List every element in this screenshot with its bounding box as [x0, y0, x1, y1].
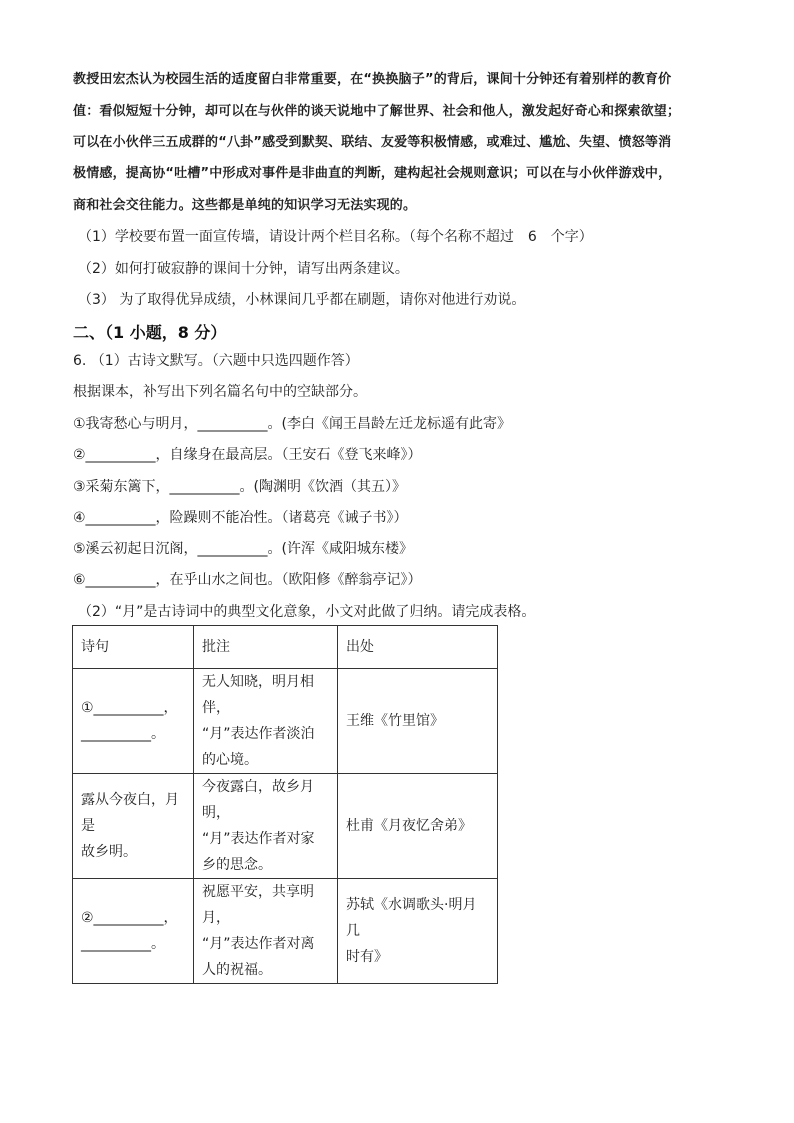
recitation-item-6: ⑥__________，在乎山水之间也。（欧阳修《醉翁亭记》）: [73, 572, 422, 588]
note-line: 人的祝福。: [202, 962, 272, 978]
question-5-2: （2）如何打破寂静的课间十分钟，请写出两条建议。: [78, 261, 409, 277]
note-line: 乡的思念。: [202, 857, 272, 873]
poem-line: 故乡明。: [81, 844, 137, 860]
note-line: 无人知晓，明月相伴，: [202, 674, 314, 716]
source-cell: [338, 774, 498, 879]
table-header-row: [73, 626, 498, 669]
source-line: 杜甫《月夜忆舍弟》: [346, 818, 472, 834]
header-note: 批注: [194, 626, 338, 669]
header-source: 出处: [338, 626, 498, 669]
question-5-1: （1）学校要布置一面宣传墙，请设计两个栏目名称。（每个名称不超过 6 个字）: [78, 229, 593, 245]
poem-cell: [73, 774, 194, 879]
question-6-part2: （2）“月”是古诗词中的典型文化意象，小文对此做了归纳。请完成表格。: [78, 604, 536, 620]
question-5-3: （3） 为了取得优异成绩，小林课间几乎都在刷题，请你对他进行劝说。: [78, 292, 526, 308]
recitation-item-4: ④__________，险躁则不能冶性。（诸葛亮《诫子书》）: [73, 510, 408, 526]
recitation-item-1: ①我寄愁心与明月，__________。(李白《闻王昌龄左迁龙标遥有此寄》: [73, 416, 512, 432]
recitation-item-3: ③采菊东篱下，__________。(陶渊明《饮酒（其五）》: [73, 479, 407, 495]
section-two-title: 二、（1 小题，8 分）: [73, 323, 227, 342]
intro-line-2: 值：看似短短十分钟，却可以在与伙伴的谈天说地中了解世界、社会和他人，激发起好奇心和探索欲望；: [73, 104, 681, 119]
recitation-item-5: ⑤溪云初起日沉阁，__________。(许浑《咸阳城东楼》: [73, 541, 414, 557]
source-line: 王维《竹里馆》: [346, 713, 444, 729]
note-line: 的心境。: [202, 752, 258, 768]
note-cell: [194, 879, 338, 984]
source-line: 苏轼《水调歌头·明月几: [346, 897, 477, 939]
poem-cell: [73, 669, 194, 774]
question-6-instruction: 根据课本，补写出下列名篇名句中的空缺部分。: [73, 384, 367, 400]
intro-line-4: 极情感，提高协“吐槽”中形成对事件是非曲直的判断，建构起社会规则意识；可以在与小伙伴游戏中，: [73, 166, 672, 181]
note-line: “月”表达作者对离: [202, 936, 315, 952]
recitation-item-2: ②__________，自缘身在最高层。（王安石《登飞来峰》）: [73, 447, 422, 463]
question-6-intro: 6. （1）古诗文默写。（六题中只选四题作答）: [73, 353, 359, 369]
note-line: “月”表达作者淡泊: [202, 726, 315, 742]
poem-line: 露从今夜白，月是: [81, 792, 179, 834]
poem-blank-line: ②__________，: [81, 910, 178, 926]
note-cell: [194, 774, 338, 879]
table-row: [73, 774, 498, 879]
note-line: 祝愿平安，共享明月，: [202, 884, 314, 926]
moon-imagery-table: [72, 625, 498, 984]
source-cell: [338, 669, 498, 774]
note-line: “月”表达作者对家: [202, 831, 315, 847]
source-cell: [338, 879, 498, 984]
intro-line-5: 商和社会交往能力。这些都是单纯的知识学习无法实现的。: [73, 198, 417, 213]
poem-blank-line: ①__________，: [81, 700, 178, 716]
table-row: [73, 669, 498, 774]
source-line: 时有》: [346, 949, 388, 965]
note-cell: [194, 669, 338, 774]
header-poem: 诗句: [73, 626, 194, 669]
poem-blank-line: __________。: [81, 936, 165, 952]
note-line: 今夜露白，故乡月明，: [202, 779, 314, 821]
intro-line-1: 教授田宏杰认为校园生活的适度留白非常重要，在“换换脑子”的背后，课间十分钟还有着别样的教育价: [73, 72, 672, 87]
table-row: [73, 879, 498, 984]
poem-cell: [73, 879, 194, 984]
intro-line-3: 可以在小伙伴三五成群的“八卦”感受到默契、联结、友爱等积极情感，或难过、尴尬、失望、愤怒等消: [73, 135, 672, 150]
poem-blank-line: __________。: [81, 726, 165, 742]
